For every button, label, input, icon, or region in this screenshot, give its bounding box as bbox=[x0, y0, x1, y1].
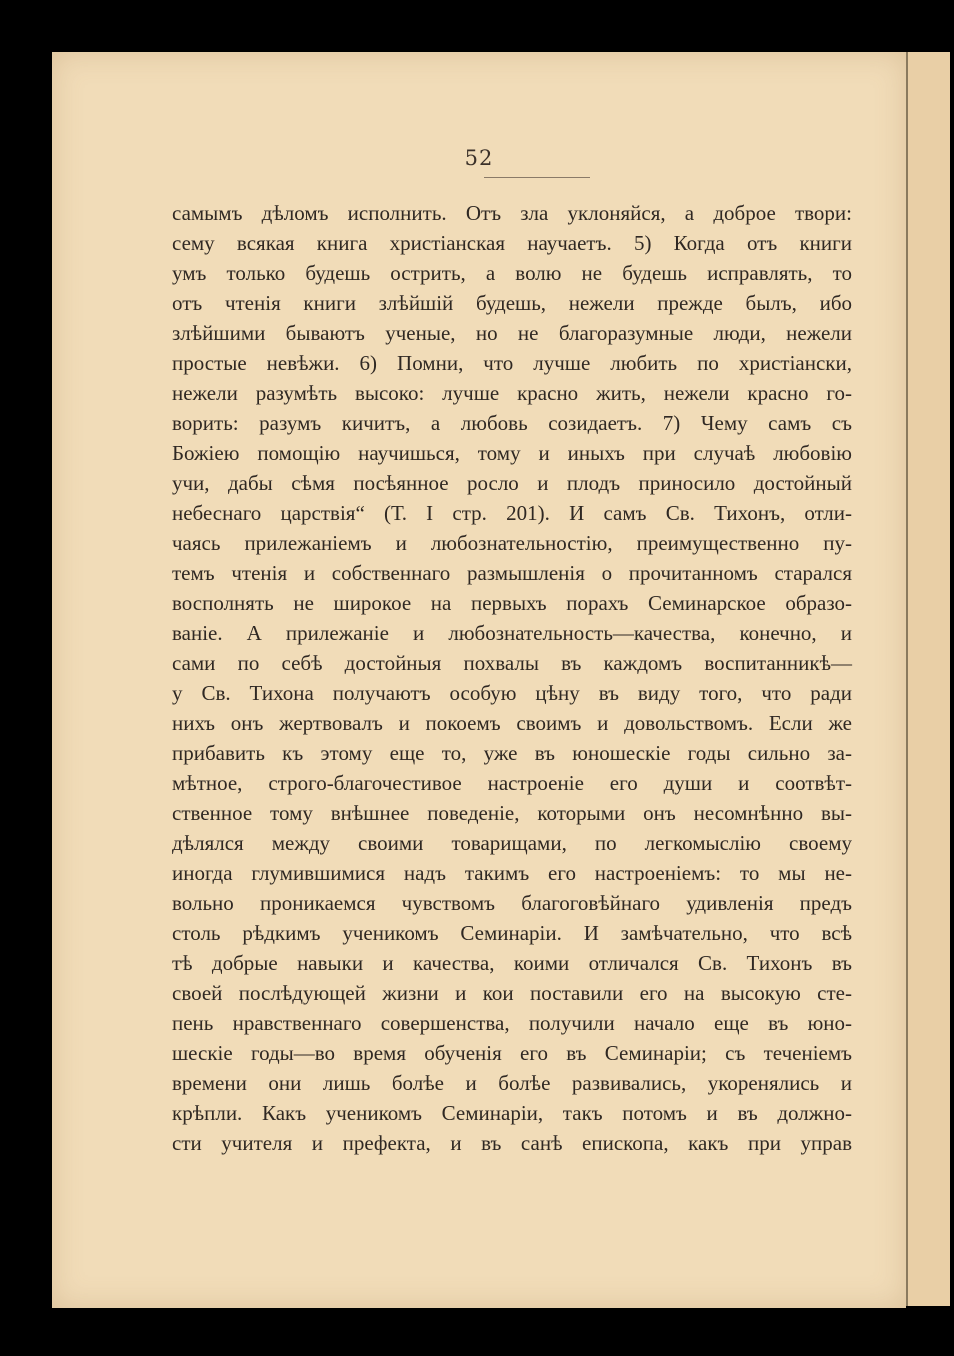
text-line: крѣпли. Какъ ученикомъ Семинаріи, такъ потомъ и въ должно- bbox=[172, 1101, 852, 1125]
body-text bbox=[172, 198, 852, 1158]
text-line: иногда глумившимися надъ такимъ его настроеніемъ: то мы не- bbox=[172, 861, 852, 885]
text-line: ваніе. А прилежаніе и любознательность—качества, конечно, и bbox=[172, 621, 852, 645]
text-line: ворить: разумъ кичитъ, а любовь созидаетъ. 7) Чему самъ съ bbox=[172, 411, 852, 435]
text-line: самымъ дѣломъ исполнить. Отъ зла уклоняйся, а доброе твори: bbox=[172, 201, 852, 225]
text-line: восполнять не широкое на первыхъ порахъ Семинарское образо- bbox=[172, 591, 852, 615]
text-line: пень нравственнаго совершенства, получили начало еще въ юно- bbox=[172, 1011, 852, 1035]
text-line: темъ чтенія и собственнаго размышленія о прочитанномъ старался bbox=[172, 561, 852, 585]
text-line: дѣлялся между своими товарищами, по легкомыслію своему bbox=[172, 831, 852, 855]
text-line: мѣтное, строго-благочестивое настроеніе его души и соотвѣт- bbox=[172, 771, 852, 795]
text-line: сти учителя и префекта, и въ санѣ епископа, какъ при управ bbox=[172, 1131, 852, 1155]
text-line: учи, дабы сѣмя посѣянное росло и плодъ приносило достойный bbox=[172, 471, 852, 495]
text-line: тѣ добрые навыки и качества, коими отличался Св. Тихонъ въ bbox=[172, 951, 852, 975]
text-line: у Св. Тихона получаютъ особую цѣну въ виду того, что ради bbox=[172, 681, 852, 705]
text-line: столь рѣдкимъ ученикомъ Семинаріи. И замѣчательно, что всѣ bbox=[172, 921, 852, 945]
text-line: времени они лишь болѣе и болѣе развивались, укоренялись и bbox=[172, 1071, 852, 1095]
book-page bbox=[52, 52, 906, 1308]
text-line: своей послѣдующей жизни и кои поставили его на высокую сте- bbox=[172, 981, 852, 1005]
text-line: ственное тому внѣшнее поведеніе, которыми онъ несомнѣнно вы- bbox=[172, 801, 852, 825]
text-line: шескіе годы—во время обученія его въ Семинаріи; съ теченіемъ bbox=[172, 1041, 852, 1065]
text-line: умъ только будешь острить, а волю не будешь исправлять, то bbox=[172, 261, 852, 285]
text-line: вольно проникаемся чувствомъ благоговѣйнаго удивленія предъ bbox=[172, 891, 852, 915]
text-line: отъ чтенія книги злѣйшій будешь, нежели прежде былъ, ибо bbox=[172, 291, 852, 315]
text-line: сами по себѣ достойныя похвалы въ каждомъ воспитанникѣ— bbox=[172, 651, 852, 675]
text-line: нежели разумѣть высоко: лучше красно жить, нежели красно го- bbox=[172, 381, 852, 405]
text-line: простые невѣжи. 6) Помни, что лучше любить по христіански, bbox=[172, 351, 852, 375]
text-line: злѣйшими бываютъ ученые, но не благоразумные люди, нежели bbox=[172, 321, 852, 345]
text-line: сему всякая книга христіанская научаетъ. 5) Когда отъ книги bbox=[172, 231, 852, 255]
text-line: нихъ онъ жертвовалъ и покоемъ своимъ и довольствомъ. Если же bbox=[172, 711, 852, 735]
text-line: небеснаго царствія“ (Т. I стр. 201). И самъ Св. Тихонъ, отли- bbox=[172, 501, 852, 525]
text-line: Божіею помощію научишься, тому и иныхъ при случаѣ любовію bbox=[172, 441, 852, 465]
adjacent-page-edge bbox=[906, 52, 950, 1306]
header-rule bbox=[484, 177, 590, 178]
page-number: 52 bbox=[464, 146, 494, 170]
text-line: чаясь прилежаніемъ и любознательностію, преимущественно пу- bbox=[172, 531, 852, 555]
text-line: прибавить къ этому еще то, уже въ юношескіе годы сильно за- bbox=[172, 741, 852, 765]
